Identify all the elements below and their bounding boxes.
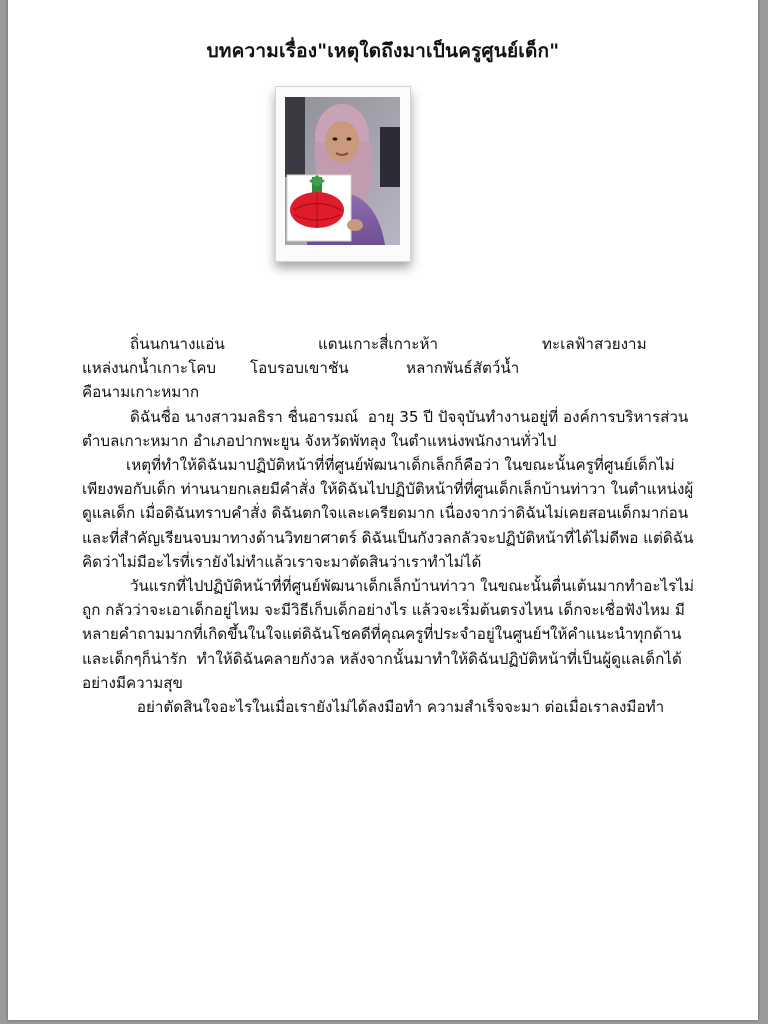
paragraph-first-day: วันแรกที่ไปปฏิบัติหน้าที่ที่ศูนย์พัฒนาเด็กเล็กบ้านท่าวา ในขณะนั้นตื่นเต้นมากทำอะไรไม่ถูก กลัวว่าจะเอาเด็กอยู่ไหม จะมีวิธีเก็บเด็กอย่างไร แล้วจะเริ่มต้นตรงไหน เด็กจะเชื่อฟังไหม มีหลายคำถามมากที่เกิดขึ้นในใจแต่ดิฉันโชคดีที่คุณครูที่ประจำอยู่ในศูนย์ฯให้คำแนะนำทุกด้านและเด็กๆก็น่ารัก ทำให้ดิฉันคลายกังวล หลังจากนั้นมาทำให้ดิฉันปฏิบัติหน้าที่เป็นผู้ดูแลเด็กได้อย่างมีความสุข xyxy=(82,577,694,692)
poem-text: คือนามเกาะหมาก xyxy=(82,383,200,402)
poem-line-1 xyxy=(82,332,702,356)
article-body xyxy=(82,332,702,719)
poem-text: ทะเลฟ้าสวยงาม xyxy=(542,335,647,353)
photo-frame xyxy=(275,86,411,262)
poem-line-2 xyxy=(82,356,702,380)
document-page xyxy=(8,0,758,1020)
author-photo xyxy=(285,97,400,245)
poem-line-3 xyxy=(82,380,702,404)
paragraph-reason: เหตุที่ทำให้ดิฉันมาปฏิบัติหน้าที่ที่ศูนย์พัฒนาเด็กเล็กก็คือว่า ในขณะนั้นครูที่ศูนย์เด็กไม่เพียงพอกับเด็ก ท่านนายกเลยมีคำสั่ง ให้ดิฉันไปปฏิบัติหน้าที่ที่ศูนเด็กเล็กบ้านท่าวา ในตำแหน่งผู้ดูแลเด็ก เมื่อดิฉันทราบคำสั่ง ดิฉันตกใจและเครียดมาก เนื่องจากว่าดิฉันไม่เคยสอนเด็กมาก่อน และที่สำคัญเรียนจบมาทางด้านวิทยาศาตร์ ดิฉันเป็นกังวลกลัวจะปฏิบัติหน้าที่ได้ไม่ดีพอ แต่ดิฉันคิดว่าไม่มีอะไรที่เรายังไม่ทำแล้วเราจะมาตัดสินว่าเราทำไม่ได้ xyxy=(82,456,694,571)
poem-text: แดนเกาะสี่เกาะห้า xyxy=(318,335,438,353)
poem-text: แหล่งนกน้ำเกาะโคบ xyxy=(82,359,217,378)
poem-text: ถิ่นนกนางแอ่น xyxy=(130,335,225,353)
document-title: บทความเรื่อง"เหตุใดถึงมาเป็นครูศูนย์เด็ก" xyxy=(206,40,560,62)
poem-text: หลากพันธ์สัตว์น้ำ xyxy=(406,359,520,378)
paragraph-intro: ดิฉันชื่อ นางสาวมลธิรา ชื่นอารมณ์ อายุ 35 ปี ปัจจุบันทำงานอยู่ที่ องค์การบริหารส่วนตำบลเกาะหมาก อำเภอปากพะยูน จังหวัดพัทลุง ในตำแหน่งพนักงานทั่วไป xyxy=(82,407,689,450)
paragraph-closing: อย่าตัดสินใจอะไรในเมื่อเรายังไม่ได้ลงมือทำ ความสำเร็จจะมา ต่อเมื่อเราลงมือทำ xyxy=(132,698,665,717)
poem-text: โอบรอบเขาชัน xyxy=(250,359,349,378)
